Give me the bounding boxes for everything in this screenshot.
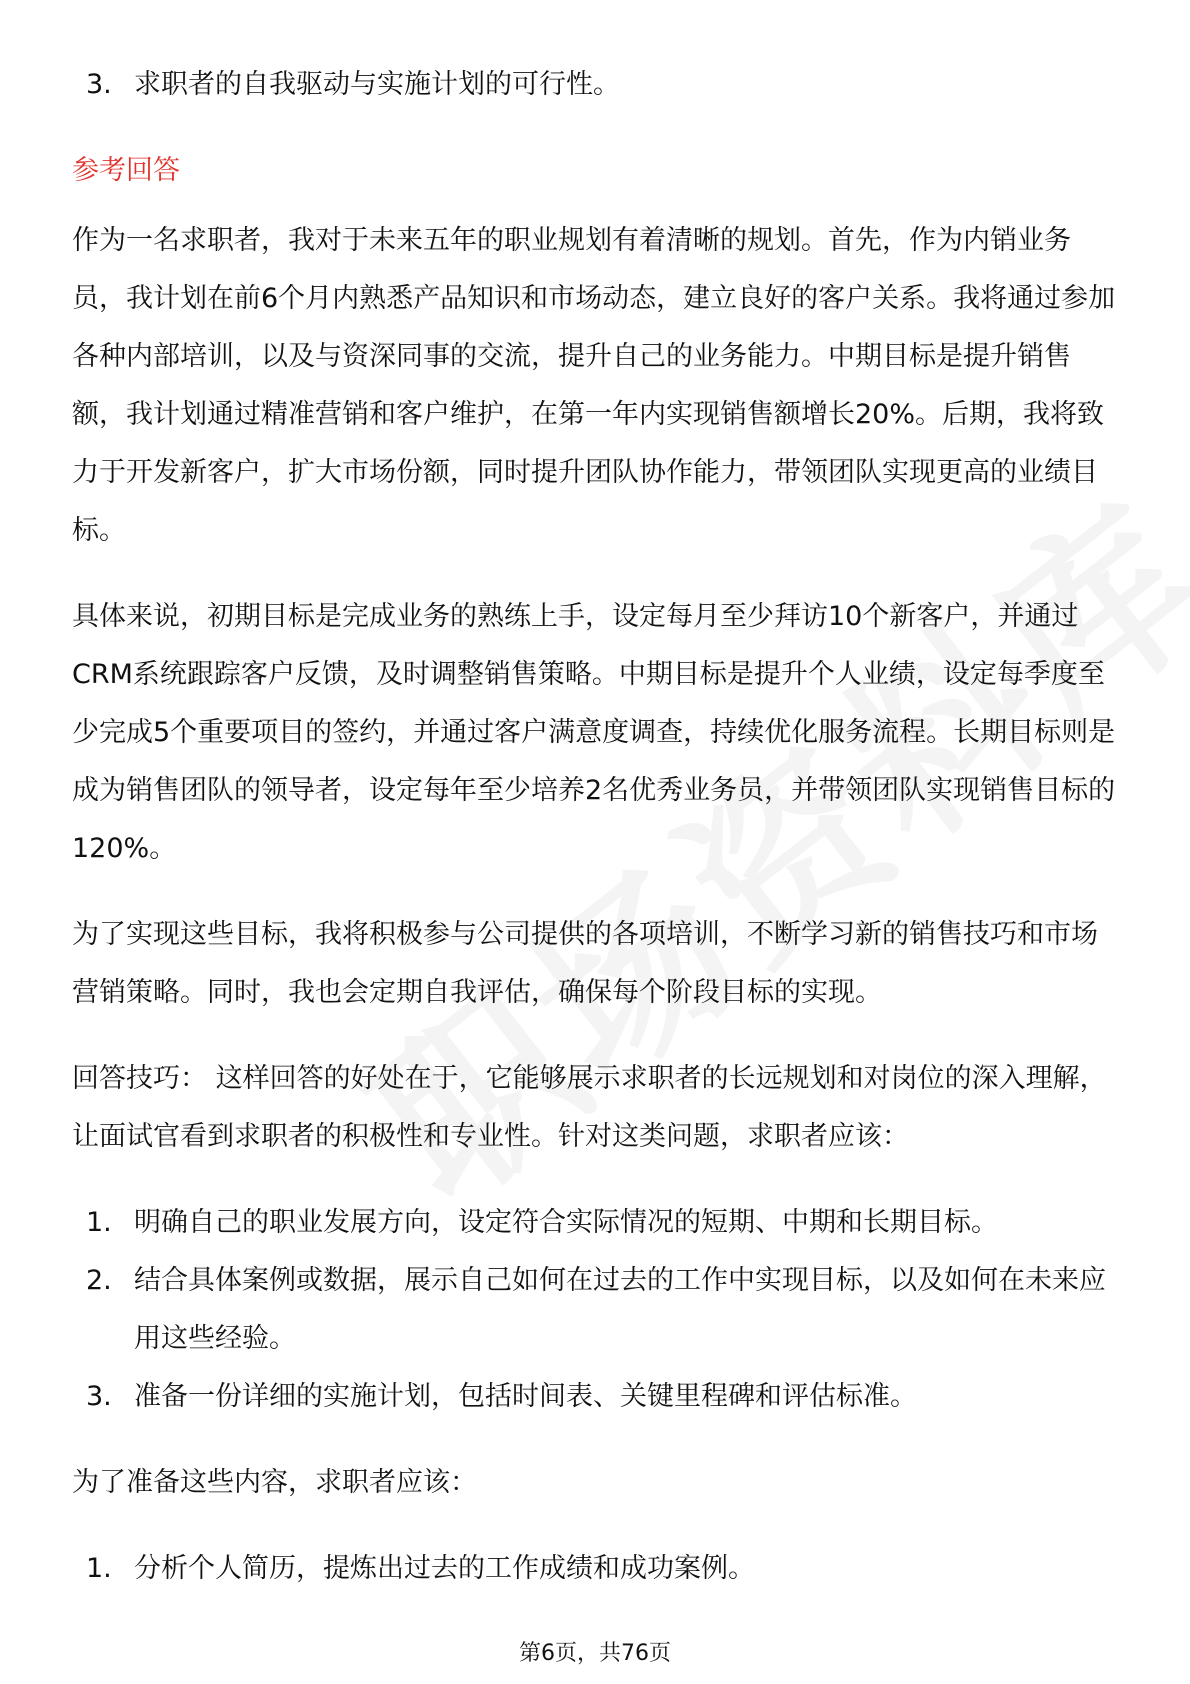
page-content (72, 56, 1120, 1626)
criteria-list (72, 56, 1120, 114)
page-footer: 第6页，共76页 (519, 1641, 671, 1666)
prep-intro: 为了准备这些内容，求职者应该： (72, 1467, 477, 1498)
tips-list (72, 1194, 1120, 1426)
list-item-number: 3. (86, 1381, 112, 1412)
list-item (72, 1194, 1120, 1252)
list-item-text: 准备一份详细的实施计划，包括时间表、关键里程碑和评估标准。 (134, 1381, 917, 1412)
list-item-number: 3. (86, 69, 112, 100)
answer-paragraph-3: 为了实现这些目标，我将积极参与公司提供的各项培训，不断学习新的销售技巧和市场营销策略。同时，我也会定期自我评估，确保每个阶段目标的实现。 (72, 919, 1098, 1008)
answer-paragraph-2: 具体来说，初期目标是完成业务的熟练上手，设定每月至少拜访10个新客户，并通过CRM系统跟踪客户反馈，及时调整销售策略。中期目标是提升个人业绩，设定每季度至少完成5个重要项目的签约，并通过客户满意度调查，持续优化服务流程。长期目标则是成为销售团队的领导者，设定每年至少培养2名优秀业务员，并带领团队实现销售目标的120%。 (72, 601, 1116, 864)
list-item (72, 1540, 1120, 1598)
list-item-text: 分析个人简历，提炼出过去的工作成绩和成功案例。 (134, 1553, 755, 1584)
list-item-text: 明确自己的职业发展方向，设定符合实际情况的短期、中期和长期目标。 (134, 1207, 998, 1238)
list-item (72, 1252, 1120, 1368)
answer-paragraph-1: 作为一名求职者，我对于未来五年的职业规划有着清晰的规划。首先，作为内销业务员，我计划在前6个月内熟悉产品知识和市场动态，建立良好的客户关系。我将通过参加各种内部培训，以及与资深同事的交流，提升自己的业务能力。中期目标是提升销售额，我计划通过精准营销和客户维护，在第一年内实现销售额增长20%。后期，我将致力于开发新客户，扩大市场份额，同时提升团队协作能力，带领团队实现更高的业绩目标。 (72, 225, 1116, 546)
list-item (72, 1368, 1120, 1426)
list-item-text: 求职者的自我驱动与实施计划的可行性。 (134, 69, 620, 100)
list-item-number: 1. (86, 1207, 112, 1238)
list-item-number: 2. (86, 1265, 112, 1296)
list-item (72, 56, 1120, 114)
list-item-text: 结合具体案例或数据，展示自己如何在过去的工作中实现目标，以及如何在未来应用这些经验。 (134, 1265, 1106, 1354)
tips-paragraph: 回答技巧： 这样回答的好处在于，它能够展示求职者的长远规划和对岗位的深入理解，让面试官看到求职者的积极性和专业性。针对这类问题，求职者应该： (72, 1063, 1107, 1152)
section-heading: 参考回答 (72, 155, 180, 186)
prep-list (72, 1540, 1120, 1598)
list-item-number: 1. (86, 1553, 112, 1584)
